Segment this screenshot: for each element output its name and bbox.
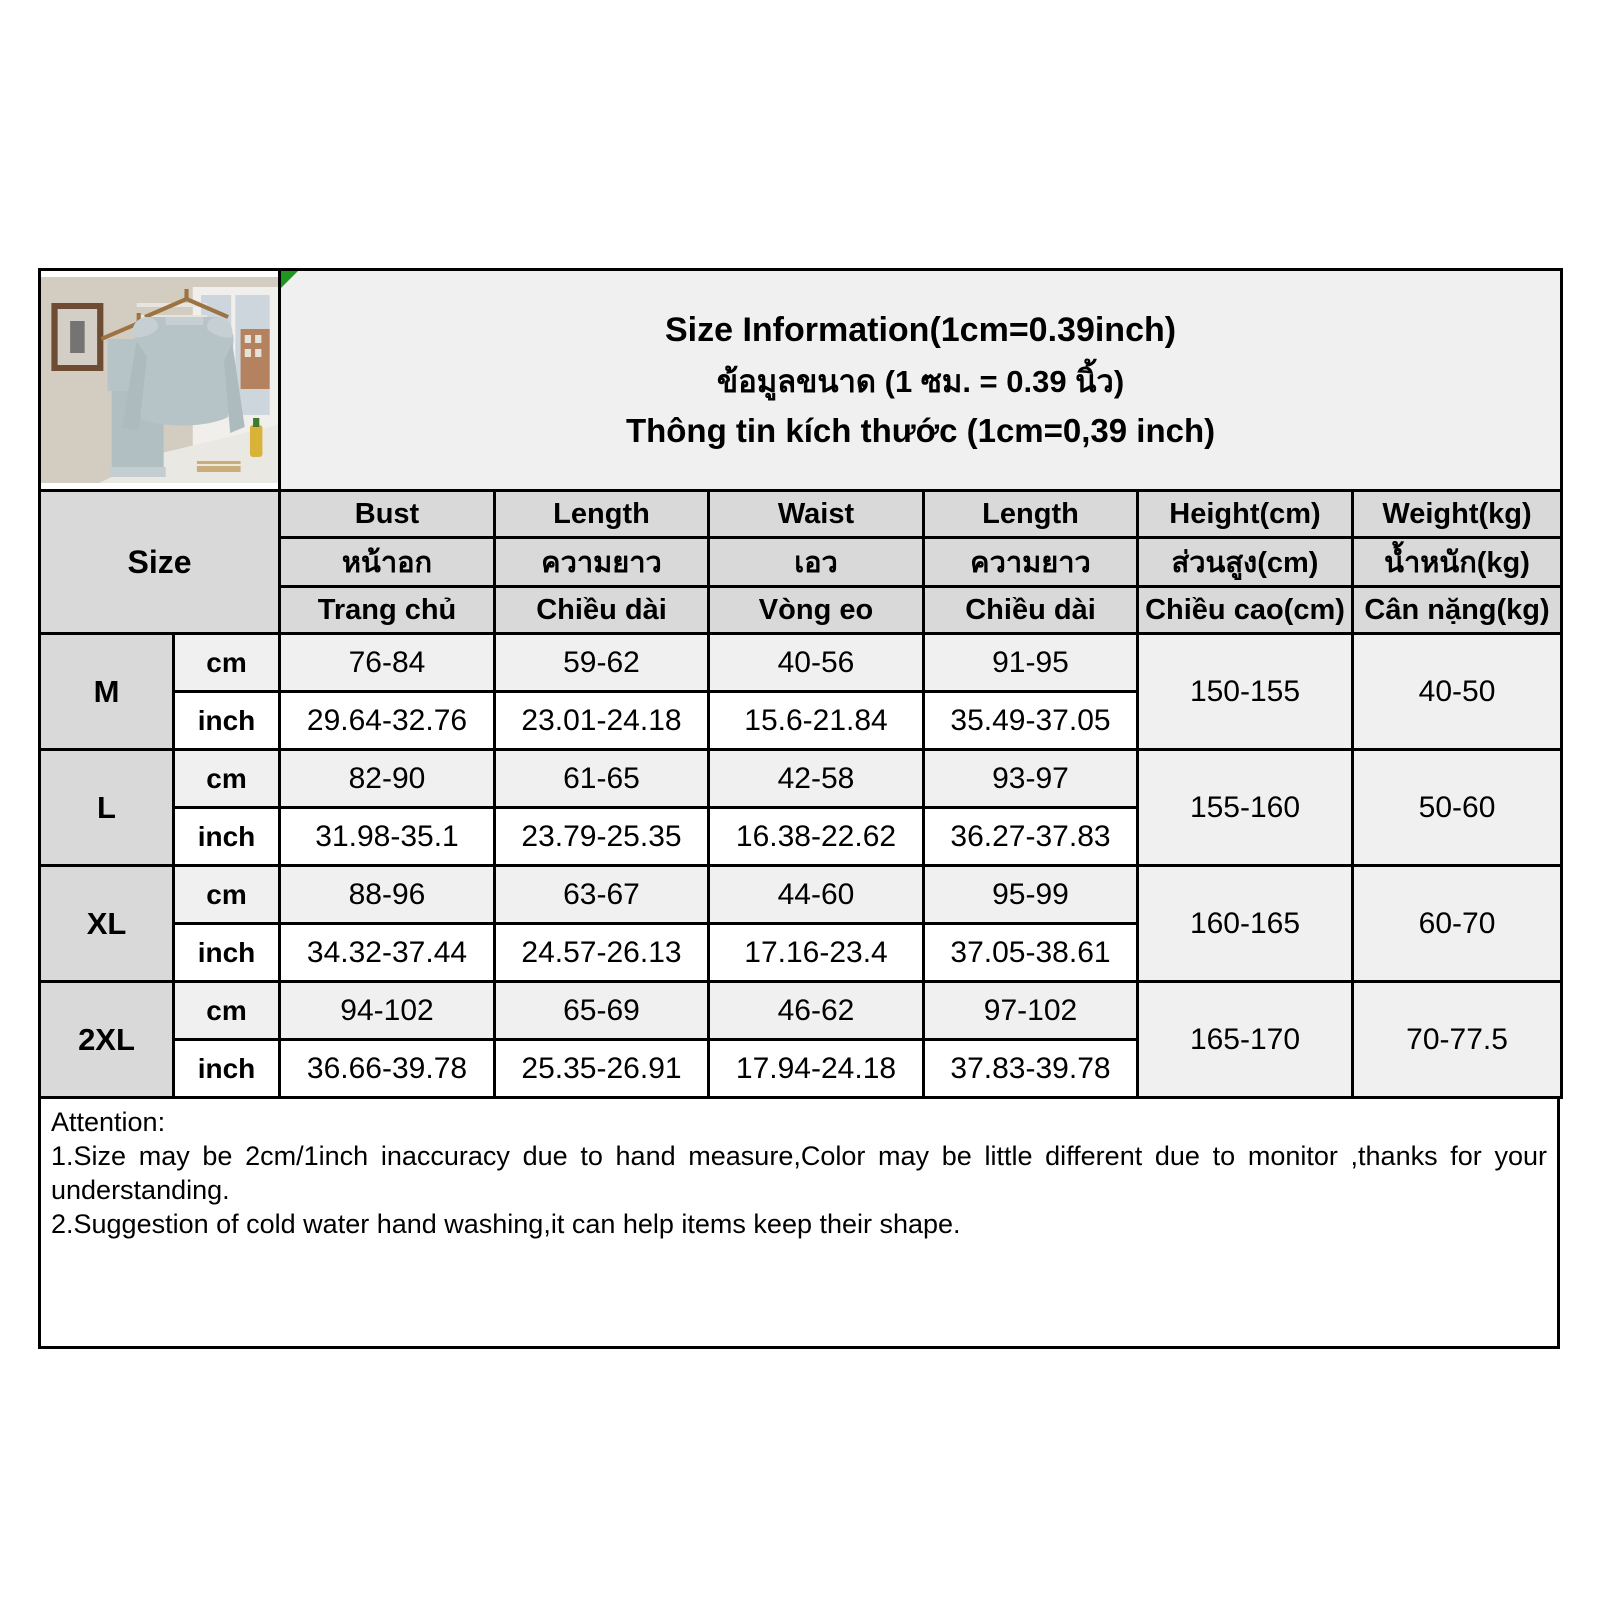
unit-label-inch: inch (174, 808, 280, 866)
xl-height: 160-165 (1138, 866, 1353, 982)
pajama-product-photo (41, 277, 278, 483)
col-header-length-th: ความยาว (495, 538, 709, 587)
col-header-bust-en: Bust (280, 491, 495, 538)
col-header-weight-en: Weight(kg) (1353, 491, 1562, 538)
l-height: 155-160 (1138, 750, 1353, 866)
size-table (38, 268, 1563, 1099)
column-header-row-en (40, 491, 1562, 538)
col-header-height-en: Height(cm) (1138, 491, 1353, 538)
l-weight: 50-60 (1353, 750, 1562, 866)
xl-bust-cm: 88-96 (280, 866, 495, 924)
2xl-length-inch: 25.35-26.91 (495, 1040, 709, 1098)
m-bust-inch: 29.64-32.76 (280, 692, 495, 750)
l-length-inch: 23.79-25.35 (495, 808, 709, 866)
l-bust-cm: 82-90 (280, 750, 495, 808)
attention-note-1: 1.Size may be 2cm/1inch inaccuracy due to hand measure,Color may be little different due to monitor ,thanks for your understanding. (51, 1141, 1547, 1205)
m-length-inch: 23.01-24.18 (495, 692, 709, 750)
title-thai: ข้อมูลขนาด (1 ซม. = 0.39 นิ้ว) (716, 363, 1125, 399)
size-chart-sheet (38, 268, 1560, 1349)
title-english: Size Information(1cm=0.39inch) (664, 310, 1177, 349)
col-header-waist-en: Waist (709, 491, 924, 538)
m-height: 150-155 (1138, 634, 1353, 750)
col-header-height-vi: Chiều cao(cm) (1138, 587, 1353, 634)
2xl-bust-cm: 94-102 (280, 982, 495, 1040)
col-header-length-en: Length (495, 491, 709, 538)
col-header-weight-th: น้ำหนัก(kg) (1353, 538, 1562, 587)
size-row-2xl-cm (40, 982, 1562, 1040)
corner-flag-icon (281, 271, 298, 288)
xl-weight: 60-70 (1353, 866, 1562, 982)
size-row-m-cm (40, 634, 1562, 692)
col-header-length2-th: ความยาว (924, 538, 1138, 587)
m-weight: 40-50 (1353, 634, 1562, 750)
unit-label-cm: cm (174, 866, 280, 924)
size-row-xl-cm (40, 866, 1562, 924)
attention-heading: Attention: (51, 1107, 166, 1137)
l-waist-inch: 16.38-22.62 (709, 808, 924, 866)
col-header-bust-vi: Trang chủ (280, 587, 495, 634)
attention-note-2: 2.Suggestion of cold water hand washing,it can help items keep their shape. (51, 1209, 961, 1239)
l-bust-inch: 31.98-35.1 (280, 808, 495, 866)
l-waist-cm: 42-58 (709, 750, 924, 808)
size-label-xl: XL (40, 866, 174, 982)
m-length-cm: 59-62 (495, 634, 709, 692)
2xl-length-cm: 65-69 (495, 982, 709, 1040)
m-length2-cm: 91-95 (924, 634, 1138, 692)
xl-length2-inch: 37.05-38.61 (924, 924, 1138, 982)
unit-label-cm: cm (174, 982, 280, 1040)
l-length-cm: 61-65 (495, 750, 709, 808)
xl-waist-inch: 17.16-23.4 (709, 924, 924, 982)
col-header-length2-en: Length (924, 491, 1138, 538)
size-label-l: L (40, 750, 174, 866)
header-block-row (40, 270, 1562, 491)
col-header-length-vi: Chiều dài (495, 587, 709, 634)
xl-bust-inch: 34.32-37.44 (280, 924, 495, 982)
2xl-weight: 70-77.5 (1353, 982, 1562, 1098)
m-bust-cm: 76-84 (280, 634, 495, 692)
unit-label-inch: inch (174, 1040, 280, 1098)
2xl-bust-inch: 36.66-39.78 (280, 1040, 495, 1098)
xl-waist-cm: 44-60 (709, 866, 924, 924)
col-header-waist-th: เอว (709, 538, 924, 587)
2xl-length2-cm: 97-102 (924, 982, 1138, 1040)
l-length2-cm: 93-97 (924, 750, 1138, 808)
col-header-waist-vi: Vòng eo (709, 587, 924, 634)
xl-length-cm: 63-67 (495, 866, 709, 924)
title-vietnamese: Thông tin kích thước (1cm=0,39 inch) (625, 411, 1216, 449)
unit-label-cm: cm (174, 750, 280, 808)
attention-box (38, 1096, 1560, 1349)
m-waist-inch: 15.6-21.84 (709, 692, 924, 750)
product-photo-cell (40, 270, 280, 491)
2xl-waist-cm: 46-62 (709, 982, 924, 1040)
size-label-2xl: 2XL (40, 982, 174, 1098)
xl-length2-cm: 95-99 (924, 866, 1138, 924)
size-row-l-cm (40, 750, 1562, 808)
m-waist-cm: 40-56 (709, 634, 924, 692)
2xl-length2-inch: 37.83-39.78 (924, 1040, 1138, 1098)
size-column-header: Size (40, 491, 280, 634)
col-header-bust-th: หน้าอก (280, 538, 495, 587)
m-length2-inch: 35.49-37.05 (924, 692, 1138, 750)
l-length2-inch: 36.27-37.83 (924, 808, 1138, 866)
col-header-weight-vi: Cân nặng(kg) (1353, 587, 1562, 634)
unit-label-cm: cm (174, 634, 280, 692)
xl-length-inch: 24.57-26.13 (495, 924, 709, 982)
2xl-height: 165-170 (1138, 982, 1353, 1098)
col-header-height-th: ส่วนสูง(cm) (1138, 538, 1353, 587)
unit-label-inch: inch (174, 692, 280, 750)
size-information-title-cell (280, 270, 1562, 491)
size-label-m: M (40, 634, 174, 750)
2xl-waist-inch: 17.94-24.18 (709, 1040, 924, 1098)
col-header-length2-vi: Chiều dài (924, 587, 1138, 634)
unit-label-inch: inch (174, 924, 280, 982)
